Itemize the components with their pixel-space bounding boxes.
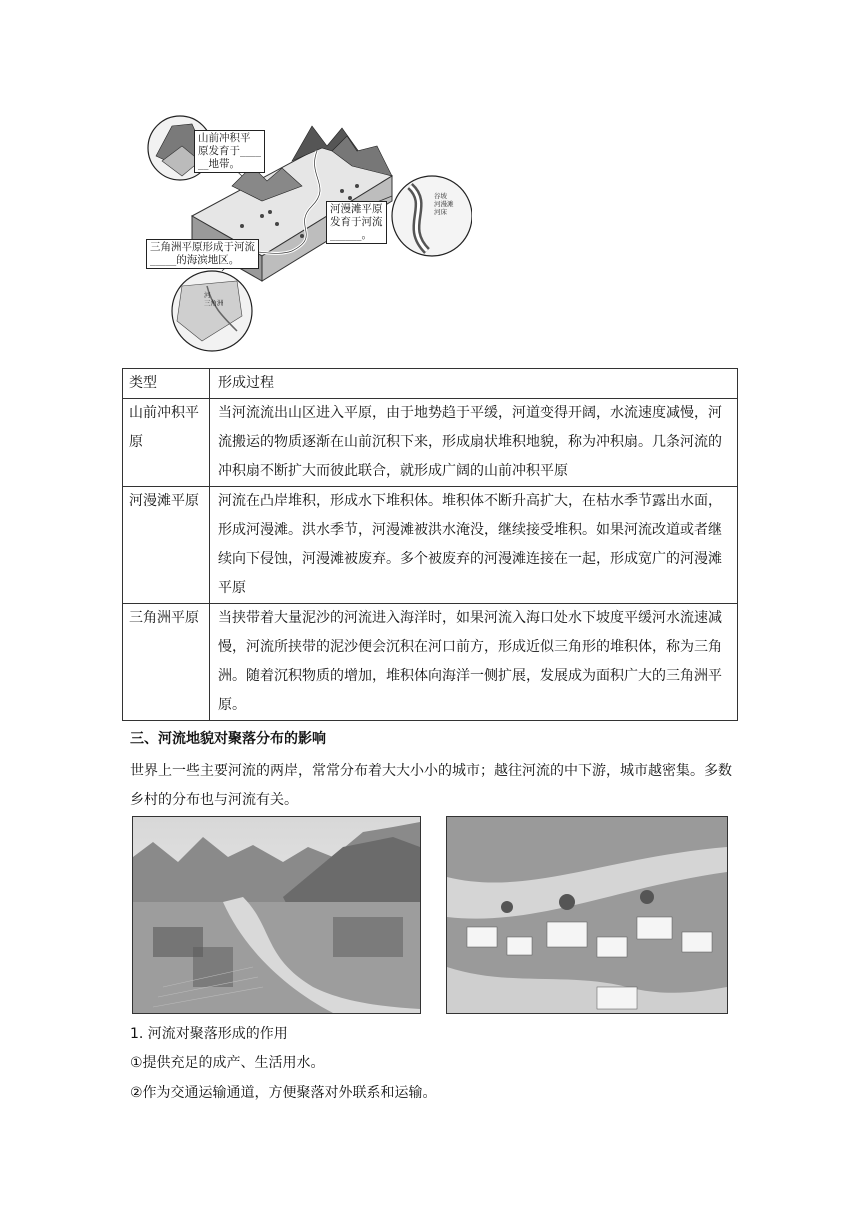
row-type: 三角洲平原	[123, 604, 210, 721]
label-delta-inset: 河 三角洲	[204, 291, 224, 307]
row-type: 河漫滩平原	[123, 487, 210, 604]
table-row	[123, 399, 738, 487]
callout-piedmont-plain: 山前冲积平 原发育于____ __地带。	[194, 130, 265, 173]
header-type: 类型	[123, 369, 210, 399]
river-valley-photo	[132, 816, 421, 1014]
landform-diagram	[142, 106, 472, 356]
row-type: 山前冲积平原	[123, 399, 210, 487]
list-item: ②作为交通运输通道，方便聚落对外联系和运输。	[130, 1085, 437, 1101]
header-process: 形成过程	[210, 369, 738, 399]
section-heading: 三、河流地貌对聚落分布的影响	[130, 731, 326, 747]
callout-delta-plain: 三角洲平原形成于河流 _____的海滨地区。	[146, 239, 259, 269]
row-process: 当河流流出山区进入平原，由于地势趋于平缓，河道变得开阔，水流速度减慢，河流搬运的物质逐渐在山前沉积下来，形成扇状堆积地貌，称为冲积扇。几条河流的冲积扇不断扩大而彼此联合，就形成广阔的山前冲积平原	[210, 399, 738, 487]
table-row	[123, 487, 738, 604]
section-paragraph: 世界上一些主要河流的两岸，常常分布着大大小小的城市；越往河流的中下游，城市越密集。多数乡村的分布也与河流有关。	[130, 763, 732, 808]
list-item: ①提供充足的成产、生活用水。	[130, 1055, 325, 1071]
label-valley-floodplain-channel: 谷坡 河漫滩 河床	[434, 192, 454, 216]
table-row	[123, 604, 738, 721]
landform-table	[122, 368, 738, 721]
table-header-row	[123, 369, 738, 399]
callout-floodplain: 河漫滩平原 发育于河流 ______。	[326, 201, 387, 244]
landform-block-illustration	[142, 106, 472, 356]
list-heading: 1. 河流对聚落形成的作用	[130, 1026, 288, 1042]
row-process: 河流在凸岸堆积，形成水下堆积体。堆积体不断升高扩大，在枯水季节露出水面，形成河漫滩。洪水季节，河漫滩被洪水淹没，继续接受堆积。如果河流改道或者继续向下侵蚀，河漫滩被废弃。多个被废弃的河漫滩连接在一起，形成宽广的河漫滩平原	[210, 487, 738, 604]
river-town-photo	[446, 816, 728, 1014]
row-process: 当挟带着大量泥沙的河流进入海洋时，如果河流入海口处水下坡度平缓河水流速减慢，河流所挟带的泥沙便会沉积在河口前方，形成近似三角形的堆积体，称为三角洲。随着沉积物质的增加，堆积体向海洋一侧扩展，发展成为面积广大的三角洲平原。	[210, 604, 738, 721]
